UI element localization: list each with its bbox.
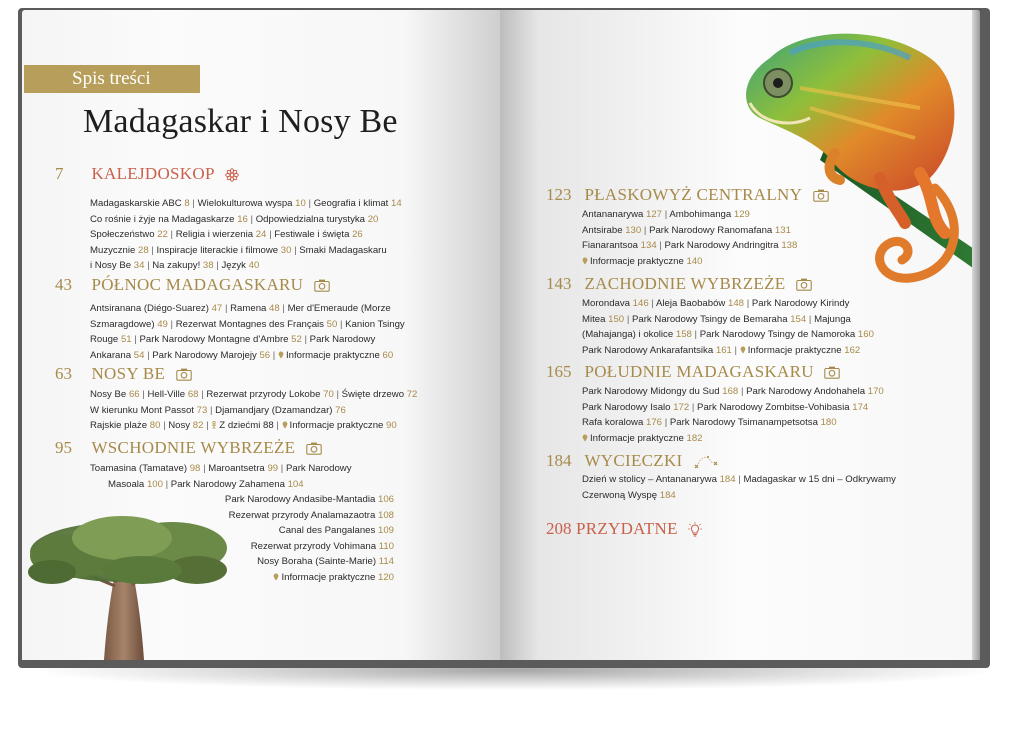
entry-page: 40 [248, 260, 260, 271]
section-page-number: 63 [55, 364, 72, 383]
entry-text[interactable]: Mitea [582, 313, 606, 325]
separator: | [276, 420, 279, 431]
entry-page: 114 [378, 556, 394, 567]
entry-text[interactable]: Ramena [230, 303, 267, 314]
toc-line [582, 238, 797, 254]
entry-text[interactable]: (Mahajanga) i okolice [582, 329, 674, 340]
section-page-number: 184 [546, 451, 572, 470]
entry-page: 168 [722, 386, 739, 397]
entry-text[interactable]: Inspiracje literackie i filmowe [156, 244, 279, 256]
toc-line [582, 431, 884, 447]
entry-page: 10 [295, 198, 306, 209]
section-title: WYCIECZKI [584, 451, 683, 470]
entry-page: 80 [149, 420, 161, 431]
section-page-number: 208 [546, 519, 572, 538]
separator: | [210, 404, 213, 416]
entry-page: 72 [406, 389, 418, 400]
toc-line [90, 418, 417, 434]
entry-text[interactable]: Nosy Be [90, 389, 127, 400]
entry-text[interactable]: Dzień w stolicy – Antananarywa [582, 474, 717, 485]
entry-page: 130 [625, 224, 642, 236]
flower-icon [225, 168, 239, 182]
entry-page: 66 [128, 389, 140, 400]
separator: | [192, 198, 195, 209]
entry-text[interactable]: Nosy [168, 420, 191, 431]
entry-text[interactable]: Muzycznie [90, 244, 136, 256]
entry-page: 127 [646, 209, 663, 220]
entry-text[interactable]: Mer d'Emeraude (Morze [287, 303, 391, 314]
entry-text[interactable]: Maroantsetra [208, 463, 265, 474]
separator: | [308, 198, 312, 209]
entry-text[interactable]: Fianarantsoa [582, 240, 638, 251]
separator: | [272, 349, 276, 361]
camera-icon [306, 442, 322, 455]
entry-text[interactable]: Nosy Boraha (Sainte-Marie) [257, 556, 377, 567]
section-page-number: 95 [55, 438, 72, 457]
separator: | [147, 260, 150, 271]
entry-page: 22 [157, 229, 168, 240]
section-heading-wschodnie[interactable] [55, 438, 322, 458]
toc-line [90, 461, 394, 477]
entry-page: 24 [255, 229, 267, 240]
info-pin-icon [740, 346, 746, 354]
baobab-tree-image [22, 500, 252, 660]
entry-page: 184 [659, 489, 676, 501]
entry-text[interactable]: Park Narodowy Andasibe-Mantadia [224, 494, 376, 505]
entry-page: 162 [844, 344, 861, 356]
entry-text[interactable]: Aleja Baobabów [656, 298, 726, 309]
entry-text[interactable]: Rouge [90, 334, 119, 345]
entry-text[interactable]: Antananarywa [582, 209, 644, 220]
entry-page: 16 [237, 213, 248, 225]
entry-text[interactable]: Informacje praktyczne [747, 344, 842, 356]
entry-text[interactable]: Antsiranana (Diégo-Suarez) [90, 303, 209, 314]
entry-text[interactable]: Park Narodowy Andringitra [664, 240, 779, 251]
entry-page: 184 [719, 474, 736, 485]
entry-page: 140 [686, 255, 703, 267]
entry-page: 108 [377, 509, 394, 521]
separator: | [304, 334, 307, 345]
toc-line [582, 415, 884, 431]
separator: | [643, 224, 647, 236]
entry-text[interactable]: Masoala [108, 478, 145, 490]
separator: | [170, 318, 174, 330]
entry-page: 170 [867, 386, 884, 397]
entry-page: 150 [608, 313, 625, 325]
child-icon [211, 421, 217, 429]
entry-text[interactable]: Majunga [814, 313, 851, 325]
entry-text[interactable]: Kanion Tsingy [345, 318, 405, 330]
entry-page: 146 [632, 298, 649, 309]
lightbulb-icon [688, 522, 702, 538]
entry-text[interactable]: Rezerwat przyrody Vohimana [250, 540, 377, 552]
section-entries-zachodnie [582, 296, 874, 358]
toc-line [90, 212, 402, 228]
toc-line [582, 472, 896, 488]
separator: | [339, 318, 343, 330]
entry-text[interactable]: Park Narodowy Montagne d'Ambre [139, 334, 289, 345]
entry-text[interactable]: Ankarana [90, 349, 132, 361]
entry-page: 172 [673, 401, 690, 413]
entry-page: 34 [133, 260, 145, 271]
entry-text[interactable]: Co rośnie i żyje na Madagaskarze [90, 213, 235, 225]
separator: | [282, 303, 285, 314]
separator: | [203, 463, 206, 474]
entry-page: 47 [211, 303, 223, 314]
entry-page: 129 [733, 209, 750, 220]
entry-text[interactable]: Informacje praktyczne [289, 420, 384, 431]
section-title: KALEJDOSKOP [91, 164, 215, 183]
entry-page: 68 [187, 389, 199, 400]
page-title: Madagaskar i Nosy Be [83, 103, 398, 140]
entry-text[interactable]: W kierunku Mont Passot [90, 404, 194, 416]
toc-line [582, 223, 797, 239]
section-title: ZACHODNIE WYBRZEŻE [584, 274, 786, 293]
entry-text[interactable]: Park Narodowy Midongy du Sud [582, 386, 720, 397]
section-title: PRZYDATNE [575, 519, 678, 538]
entry-text[interactable]: Park Narodowy Tsimanampetsotsa [669, 417, 818, 428]
entry-text[interactable]: Informacje praktyczne [590, 255, 684, 267]
entry-page: 70 [323, 389, 334, 400]
entry-page: 38 [202, 260, 214, 271]
entry-text[interactable]: Język [221, 260, 246, 271]
entry-page: 54 [133, 349, 145, 361]
entry-page: 160 [857, 329, 874, 340]
entry-page: 158 [675, 329, 692, 340]
entry-page: 104 [287, 478, 304, 490]
entry-text[interactable]: Religia i wierzenia [175, 229, 254, 240]
separator: | [142, 389, 145, 400]
toc-line [90, 243, 402, 259]
separator: | [336, 389, 339, 400]
entry-text[interactable]: Społeczeństwo [90, 229, 155, 240]
entry-page: 73 [196, 404, 208, 416]
entry-page: 120 [377, 571, 394, 583]
section-heading-kalejdoskop[interactable] [55, 164, 239, 184]
toc-line [582, 254, 797, 270]
entry-page: 134 [640, 240, 657, 251]
entry-page: 90 [386, 420, 397, 431]
toc-line [90, 403, 417, 419]
section-title: PÓŁNOC MADAGASKARU [91, 275, 304, 294]
separator: | [151, 244, 154, 256]
entry-page: 174 [852, 401, 869, 413]
entry-text[interactable]: Szmaragdowe) [90, 318, 155, 330]
toc-banner [24, 65, 200, 93]
entry-page: 131 [774, 224, 791, 236]
toc-line [90, 317, 405, 333]
separator: | [740, 386, 744, 397]
entry-page: 51 [120, 334, 132, 345]
left-page [22, 10, 500, 660]
entry-text[interactable]: Park Narodowy [309, 334, 376, 345]
entry-page: 48 [269, 303, 280, 314]
entry-page: 148 [728, 298, 745, 309]
entry-text[interactable]: Ambohimanga [669, 209, 732, 220]
entry-page: 28 [138, 244, 149, 256]
entry-text[interactable]: Festiwale i święta [274, 229, 350, 240]
entry-text[interactable]: Smaki Madagaskaru [299, 244, 387, 256]
entry-page: 161 [715, 344, 732, 356]
entry-text[interactable]: Park Narodowy Ranomafana [649, 224, 773, 236]
entry-page: 20 [367, 213, 379, 225]
toc-line [90, 196, 402, 212]
entry-page: 98 [189, 463, 201, 474]
camera-icon [824, 366, 840, 379]
entry-text[interactable]: Informacje praktyczne [590, 432, 684, 444]
entry-text[interactable]: Djamandjary (Dzamandzar) [215, 404, 333, 416]
separator: | [626, 313, 630, 325]
entry-text[interactable]: Morondava [582, 298, 630, 309]
entry-text[interactable]: Park Narodowy Tsingy de Namoroka [699, 329, 856, 340]
camera-icon [314, 279, 330, 292]
section-entries-polnoc [90, 301, 405, 363]
section-title: POŁUDNIE MADAGASKARU [584, 362, 814, 381]
separator: | [216, 260, 219, 271]
entry-page: 50 [326, 318, 338, 330]
separator: | [664, 209, 668, 220]
section-heading-polnoc[interactable] [55, 275, 330, 295]
entry-page: 76 [335, 404, 346, 416]
entry-text[interactable]: i Nosy Be [90, 260, 132, 271]
section-page-number: 7 [55, 164, 64, 183]
toc-line [90, 227, 402, 243]
toc-line [582, 488, 896, 504]
section-title: WSCHODNIE WYBRZEŻE [91, 438, 296, 457]
entry-page: 176 [646, 417, 663, 428]
entry-text[interactable]: Park Narodowy Ankarafantsika [582, 344, 714, 356]
toc-line [582, 343, 874, 359]
separator: | [224, 303, 228, 314]
entry-text[interactable]: Informacje praktyczne [285, 349, 380, 361]
toc-line [582, 327, 874, 343]
info-pin-icon [582, 257, 588, 265]
separator: | [691, 401, 695, 413]
section-page-number: 143 [546, 274, 572, 293]
section-entries-nosy-be [90, 387, 417, 434]
entry-text[interactable]: Canal des Pangalanes [278, 525, 376, 536]
separator: | [659, 240, 662, 251]
toc-line [582, 312, 874, 328]
section-page-number: 123 [546, 185, 572, 204]
separator: | [651, 298, 654, 309]
toc-line [90, 332, 405, 348]
entry-page: 30 [280, 244, 292, 256]
entry-text[interactable]: Święte drzewo [341, 389, 405, 400]
toc-line [90, 387, 417, 403]
entry-text[interactable]: Park Narodowy Kirindy [751, 298, 850, 309]
entry-page: 56 [259, 349, 271, 361]
entry-text[interactable]: Park Narodowy Marojejy [152, 349, 257, 361]
section-title: PŁASKOWYŻ CENTRALNY [584, 185, 803, 204]
entry-text[interactable]: Na zakupy! [152, 260, 201, 271]
separator: | [206, 420, 209, 431]
route-icon [693, 454, 719, 470]
entry-page: 49 [157, 318, 168, 330]
entry-page: 99 [267, 463, 279, 474]
toc-line [582, 384, 884, 400]
separator: | [734, 344, 738, 356]
camera-icon [813, 189, 829, 202]
entry-text[interactable]: Park Narodowy Zombitse-Vohibasia [697, 401, 850, 413]
section-heading-nosy-be[interactable] [55, 364, 192, 384]
separator: | [134, 334, 137, 345]
separator: | [280, 463, 284, 474]
entry-text[interactable]: Wielokulturowa wyspa [197, 198, 293, 209]
section-heading-wycieczki[interactable] [546, 451, 719, 471]
section-entries-wycieczki [582, 472, 896, 503]
separator: | [165, 478, 169, 490]
info-pin-icon [582, 434, 588, 442]
toc-line [90, 348, 405, 364]
separator: | [201, 389, 204, 400]
entry-text[interactable]: Geografia i klimat [313, 198, 389, 209]
entry-page: 52 [291, 334, 302, 345]
entry-text[interactable]: Hell-Ville [147, 389, 186, 400]
info-pin-icon [282, 421, 288, 429]
entry-page: 88 [263, 420, 274, 431]
entry-text[interactable]: Rezerwat Montagnes des Français [175, 318, 324, 330]
camera-icon [796, 278, 812, 291]
separator: | [808, 313, 812, 325]
section-entries-kalejdoskop [90, 196, 402, 274]
entry-page: 26 [352, 229, 363, 240]
section-entries-plaskowyz [582, 207, 797, 269]
separator: | [664, 417, 668, 428]
entry-page: 109 [377, 525, 394, 536]
entry-page: 182 [686, 432, 703, 444]
camera-icon [176, 368, 192, 381]
entry-page: 100 [146, 478, 163, 490]
entry-text[interactable]: Madagaskar w 15 dni – Odkrywamy [743, 474, 896, 485]
entry-page: 110 [378, 540, 394, 552]
section-heading-plaskowyz[interactable] [546, 185, 829, 205]
separator: | [294, 244, 297, 256]
entry-text[interactable]: Antsirabe [582, 224, 623, 236]
info-pin-icon [278, 351, 284, 359]
info-pin-icon [273, 573, 279, 581]
toc-line [90, 301, 405, 317]
entry-text[interactable]: Park Narodowy [285, 463, 352, 474]
separator: | [250, 213, 254, 225]
toc-line [90, 477, 394, 493]
toc-banner-label: Spis treści [72, 68, 151, 89]
toc-line [582, 400, 884, 416]
entry-text[interactable]: Madagaskarskie ABC [90, 198, 182, 209]
entry-text[interactable]: Rajskie plaże [90, 420, 148, 431]
section-page-number: 165 [546, 362, 572, 381]
entry-page: 60 [382, 349, 394, 361]
entry-text[interactable]: Czerwoną Wyspę [582, 489, 658, 501]
entry-text[interactable]: Rafa koralowa [582, 417, 644, 428]
entry-text[interactable]: Toamasina (Tamatave) [90, 463, 188, 474]
right-page [500, 10, 980, 660]
toc-line [90, 258, 402, 274]
entry-page: 138 [781, 240, 798, 251]
separator: | [147, 349, 150, 361]
entry-text[interactable]: Park Narodowy Tsingy de Bemaraha [632, 313, 788, 325]
section-heading-poludnie[interactable] [546, 362, 840, 382]
entry-page: 14 [391, 198, 402, 209]
separator: | [170, 229, 174, 240]
entry-text[interactable]: Rezerwat przyrody Lokobe [206, 389, 321, 400]
separator: | [163, 420, 166, 431]
entry-text[interactable]: Park Narodowy Zahamena [170, 478, 285, 490]
toc-line [582, 207, 797, 223]
entry-page: 106 [377, 494, 394, 505]
separator: | [738, 474, 741, 485]
entry-page: 154 [790, 313, 807, 325]
entry-page: 82 [192, 420, 204, 431]
entry-page: 8 [184, 198, 190, 209]
section-heading-zachodnie[interactable] [546, 274, 812, 294]
section-page-number: 43 [55, 275, 72, 294]
separator: | [269, 229, 272, 240]
entry-text[interactable]: Rezerwat przyrody Analamazaotra [228, 509, 376, 521]
separator: | [746, 298, 750, 309]
section-entries-poludnie [582, 384, 884, 446]
entry-text[interactable]: Park Narodowy Isalo [582, 401, 671, 413]
separator: | [694, 329, 698, 340]
toc-line [582, 296, 874, 312]
entry-text[interactable]: Park Narodowy Andohahela [746, 386, 866, 397]
section-title: NOSY BE [91, 364, 166, 383]
entry-text[interactable]: Odpowiedzialna turystyka [255, 213, 366, 225]
section-heading-przydatne[interactable] [546, 519, 702, 539]
entry-text[interactable]: Informacje praktyczne [281, 571, 376, 583]
entry-page: 180 [820, 417, 837, 428]
entry-text[interactable]: Z dziećmi [219, 420, 261, 431]
